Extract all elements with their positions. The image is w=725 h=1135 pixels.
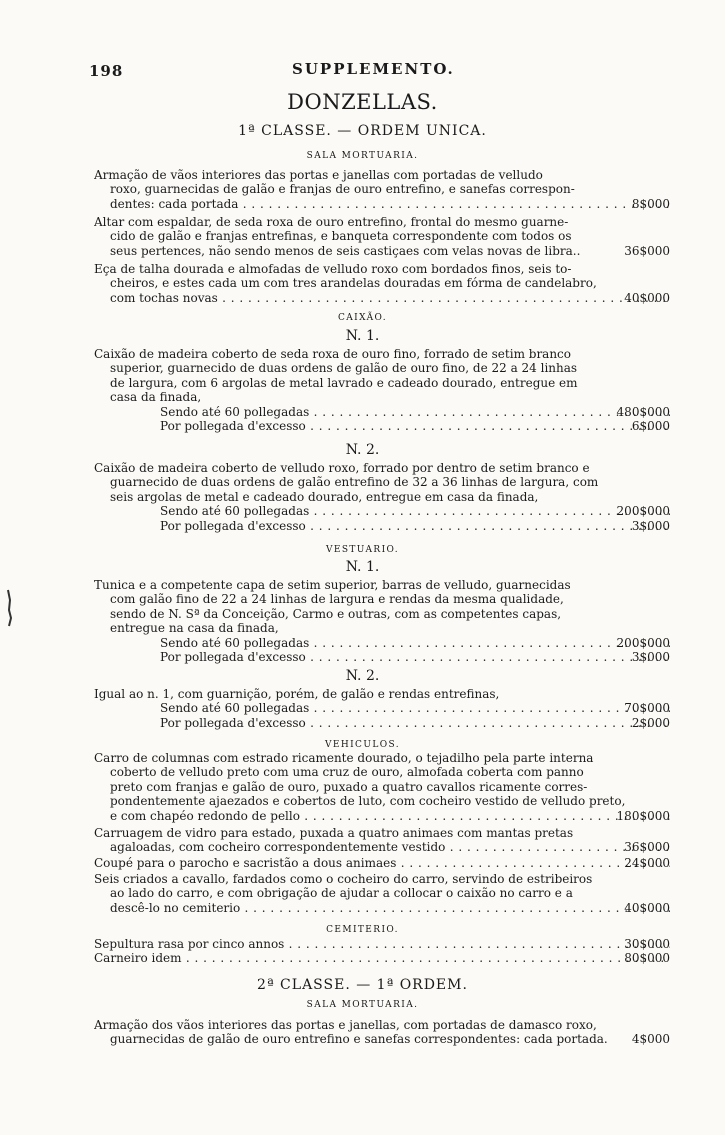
entry-line: guarnecido de duas ordens de galão entrefino de 32 a 36 linhas de largura, com [110, 475, 599, 490]
entry-line-leader: dentes: cada portada . . . [94, 197, 670, 211]
price: 8$000 [631, 197, 670, 211]
price-row: Carneiro idem . . . [94, 951, 670, 965]
caixao-heading: CAIXÃO. [337, 313, 388, 323]
entry-line: roxo, guarnecidas de galão e franjas de ouro entrefino, e sanefas correspon- [110, 182, 575, 197]
cemiterio-heading: CEMITERIO. [326, 925, 399, 935]
price-row: Por pollegada d'excesso . . . [94, 650, 670, 664]
class-heading-1: 1ª CLASSE. — ORDEM UNICA. [238, 123, 487, 139]
entry-armacao-2 [94, 1018, 670, 1047]
price-row: Sendo até 60 pollegadas . . . [94, 701, 670, 715]
entry-line-leader: e com chapéo redondo de pello . . . [94, 809, 670, 823]
sala-mortuaria-heading: SALA MORTUARIA. [306, 151, 419, 161]
price: 4$000 [631, 1032, 670, 1046]
entry-line: preto com franjas e galão de ouro, puxado a quatro cavallos ricamente corres- [110, 779, 588, 794]
entry-eca [94, 262, 670, 305]
entry-line: de largura, com 6 argolas de metal lavrado e cadeado dourado, entregue em [110, 375, 578, 390]
price: 36$000 [624, 840, 670, 854]
entry-line: cido de galão e franjas entrefinas, e banqueta correspondente com todos os [110, 229, 572, 244]
vehiculos-heading: VEHICULOS. [324, 740, 400, 750]
class-heading-2: 2ª CLASSE. — 1ª ORDEM. [257, 977, 468, 993]
vestuario-n1-label: N. 1. [345, 559, 380, 575]
entry-line: Seis criados a cavallo, fardados como o cocheiro do carro, servindo de estribeiros [94, 872, 593, 886]
sala-mortuaria-heading-2: SALA MORTUARIA. [306, 1000, 419, 1010]
entry-line: entregue na casa da finada, [110, 621, 279, 636]
entry-carruagem [94, 826, 670, 855]
price-row: Por pollegada d'excesso . . . [94, 419, 670, 433]
margin-mark [6, 588, 12, 628]
entry-line-leader: com tochas novas . . . [94, 291, 670, 305]
running-title: SUPPLEMENTO. [292, 60, 455, 78]
price: 3$000 [631, 650, 670, 664]
price-row: Sepultura rasa por cinco annos . . . [94, 937, 670, 951]
entry-armacao [94, 168, 670, 211]
price: 2$000 [631, 716, 670, 730]
entry-line-leader: descê-lo no cemiterio . . . [94, 901, 670, 915]
entry-caixao-n1 [94, 347, 670, 433]
price: 36$000 [624, 244, 670, 258]
entry-vestuario-n1 [94, 578, 670, 664]
vestuario-n2-label: N. 2. [345, 668, 380, 684]
caixao-n2-label: N. 2. [345, 442, 380, 458]
price: 3$000 [631, 519, 670, 533]
entry-carro [94, 751, 670, 823]
entry-coupe [94, 856, 670, 870]
price: 80$000 [624, 951, 670, 965]
price: 200$000 [616, 636, 670, 650]
entry-caixao-n2 [94, 461, 670, 533]
price: 6$000 [631, 419, 670, 433]
entry-cemiterio [94, 937, 670, 966]
price: 200$000 [616, 504, 670, 518]
price: 40$000 [624, 901, 670, 915]
page-number: 198 [89, 62, 124, 80]
entry-line: Armação de vãos interiores das portas e janellas com portadas de velludo [94, 168, 543, 182]
price-row: Por pollegada d'excesso . . . [94, 519, 670, 533]
entry-altar [94, 215, 670, 258]
entry-line: seis argolas de metal e cadeado dourado, entregue em casa da finada, [110, 489, 539, 504]
entry-line-leader: agaloadas, com cocheiro correspondentemente vestido . . . [94, 840, 670, 854]
price-row: Por pollegada d'excesso . . . [94, 716, 670, 730]
entry-line: guarnecidas de galão de ouro entrefino e sanefas correspondentes: cada portada. [110, 1032, 608, 1047]
entry-line: pondentemente ajaezados e cobertos de luto, com cocheiro vestido de velludo preto, [110, 794, 626, 809]
entry-line: Altar com espaldar, de seda roxa de ouro entrefino, frontal do mesmo guarne- [94, 215, 569, 229]
entry-line: Tunica e a competente capa de setim superior, barras de velludo, guarnecidas [94, 578, 571, 592]
price-row: Sendo até 60 pollegadas . . . [94, 636, 670, 650]
entry-line: seus pertences, não sendo menos de seis castiçaes com velas novas de libra.. [110, 243, 581, 258]
entry-line: casa da finada, [110, 390, 202, 405]
entry-line: Eça de talha dourada e almofadas de velludo roxo com bordados finos, seis to- [94, 262, 572, 276]
entry-line: Armação dos vãos interiores das portas e janellas, com portadas de damasco roxo, [94, 1018, 597, 1032]
price: 40$000 [624, 291, 670, 305]
entry-line: cheiros, e estes cada um com tres arandelas douradas em fórma de candelabro, [110, 276, 597, 291]
entry-line: Caixão de madeira coberto de velludo roxo, forrado por dentro de setim branco e [94, 461, 590, 475]
entry-line: Carruagem de vidro para estado, puxada a quatro animaes com mantas pretas [94, 826, 574, 840]
entry-line: Caixão de madeira coberto de seda roxa de ouro fino, forrado de setim branco [94, 347, 572, 361]
price: 70$000 [624, 701, 670, 715]
entry-line-leader: Coupé para o parocho e sacristão a dous animaes . . . [94, 856, 670, 870]
entry-line: superior, guarnecido de duas ordens de galão de ouro fino, de 22 a 24 linhas [110, 361, 578, 376]
entry-vestuario-n2 [94, 687, 670, 730]
entry-criados [94, 872, 670, 915]
entry-line: com galão fino de 22 a 24 linhas de largura e rendas da mesma qualidade, [110, 592, 564, 607]
section-title: DONZELLAS. [287, 90, 438, 114]
caixao-n1-label: N. 1. [345, 328, 380, 344]
entry-line: Carro de columnas com estrado ricamente dourado, o tejadilho pela parte interna [94, 751, 594, 765]
entry-line: Igual ao n. 1, com guarnição, porém, de galão e rendas entrefinas, [94, 687, 500, 701]
price: 30$000 [624, 937, 670, 951]
price: 180$000 [616, 809, 670, 823]
price-row: Sendo até 60 pollegadas . . . [94, 504, 670, 518]
entry-line: sendo de N. Sª da Conceição, Carmo e outras, com as competentes capas, [110, 606, 562, 621]
price: 24$000 [624, 856, 670, 870]
entry-line: ao lado do carro, e com obrigação de ajudar a collocar o caixão no carro e a [110, 886, 573, 901]
entry-line: coberto de velludo preto com uma cruz de ouro, almofada coberta com panno [110, 765, 584, 780]
price-row: Sendo até 60 pollegadas . . . [94, 405, 670, 419]
vestuario-heading: VESTUARIO. [325, 545, 400, 555]
price: 480$000 [616, 405, 670, 419]
